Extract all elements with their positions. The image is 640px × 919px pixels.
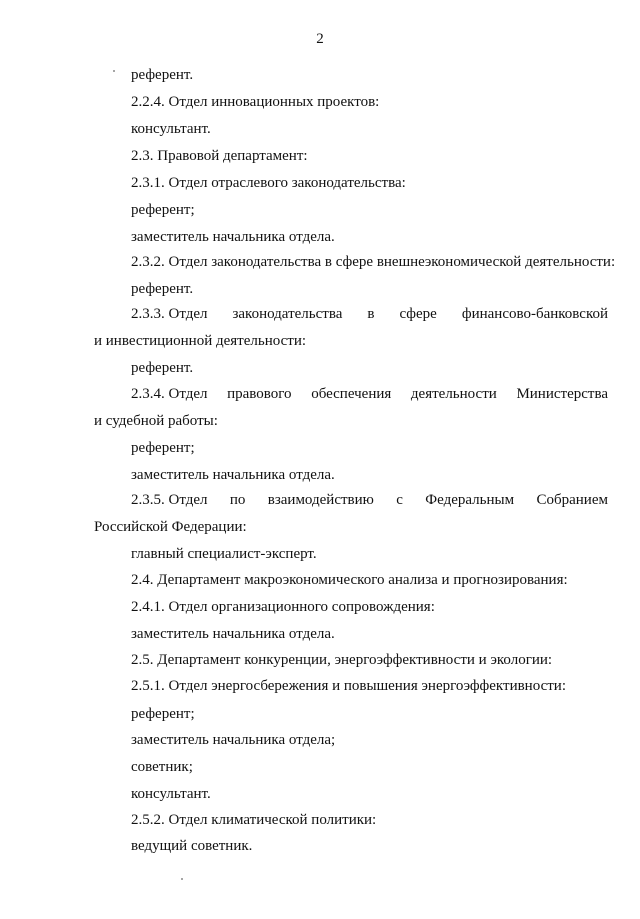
word: 2.3.3. Отдел xyxy=(131,306,208,322)
word: финансово-банковской xyxy=(461,306,608,322)
section-heading: 2.4.1. Отдел организационного сопровождения: xyxy=(131,599,435,615)
word: Собранием xyxy=(536,492,608,508)
word: обеспечения xyxy=(311,386,392,402)
word: Министерства xyxy=(516,386,608,402)
word: по xyxy=(229,492,246,508)
text-line: референт; xyxy=(131,202,195,218)
text-line: заместитель начальника отдела; xyxy=(131,732,336,748)
text-line: главный специалист-эксперт. xyxy=(131,546,317,562)
section-heading-justified xyxy=(131,491,608,509)
word: с xyxy=(396,492,403,508)
word: законодательства xyxy=(232,306,343,322)
text-line: референт. xyxy=(131,281,194,297)
text-line: заместитель начальника отдела. xyxy=(131,626,335,642)
section-heading: 2.4. Департамент макроэкономического анализа и прогнозирования: xyxy=(131,572,568,588)
text-line: Российской Федерации: xyxy=(94,519,247,535)
section-heading-justified xyxy=(131,385,608,403)
scan-speck xyxy=(113,70,115,72)
section-heading: 2.2.4. Отдел инновационных проектов: xyxy=(131,94,380,110)
page-number: 2 xyxy=(316,31,324,47)
text-line: консультант. xyxy=(131,121,211,137)
word: Федеральным xyxy=(425,492,515,508)
text-line: референт; xyxy=(131,440,195,456)
text-line: референт. xyxy=(131,360,194,376)
text-line: референт. xyxy=(131,67,194,83)
section-heading: 2.5. Департамент конкуренции, энергоэффективности и экологии: xyxy=(131,652,553,668)
text-line: и инвестиционной деятельности: xyxy=(94,333,307,349)
text-line: референт; xyxy=(131,706,195,722)
text-line: ведущий советник. xyxy=(131,838,253,854)
word: в xyxy=(367,306,375,322)
section-heading-justified xyxy=(131,305,608,323)
section-heading: 2.5.1. Отдел энергосбережения и повышения энергоэффективности: xyxy=(131,678,566,694)
section-heading: 2.5.2. Отдел климатической политики: xyxy=(131,812,377,828)
section-heading: 2.3.2. Отдел законодательства в сфере внешнеэкономической деятельности: xyxy=(131,254,616,270)
section-heading: 2.3. Правовой департамент: xyxy=(131,148,308,164)
scan-speck xyxy=(181,878,183,880)
word: 2.3.5. Отдел xyxy=(131,492,208,508)
word: 2.3.4. Отдел xyxy=(131,386,208,402)
text-line: консультант. xyxy=(131,786,211,802)
text-line: заместитель начальника отдела. xyxy=(131,229,335,245)
word: сфере xyxy=(399,306,437,322)
text-line: заместитель начальника отдела. xyxy=(131,467,335,483)
text-line: и судебной работы: xyxy=(94,413,218,429)
word: деятельности xyxy=(410,386,497,402)
word: взаимодействию xyxy=(267,492,374,508)
section-heading: 2.3.1. Отдел отраслевого законодательства: xyxy=(131,175,406,191)
word: правового xyxy=(227,386,292,402)
text-line: советник; xyxy=(131,759,193,775)
